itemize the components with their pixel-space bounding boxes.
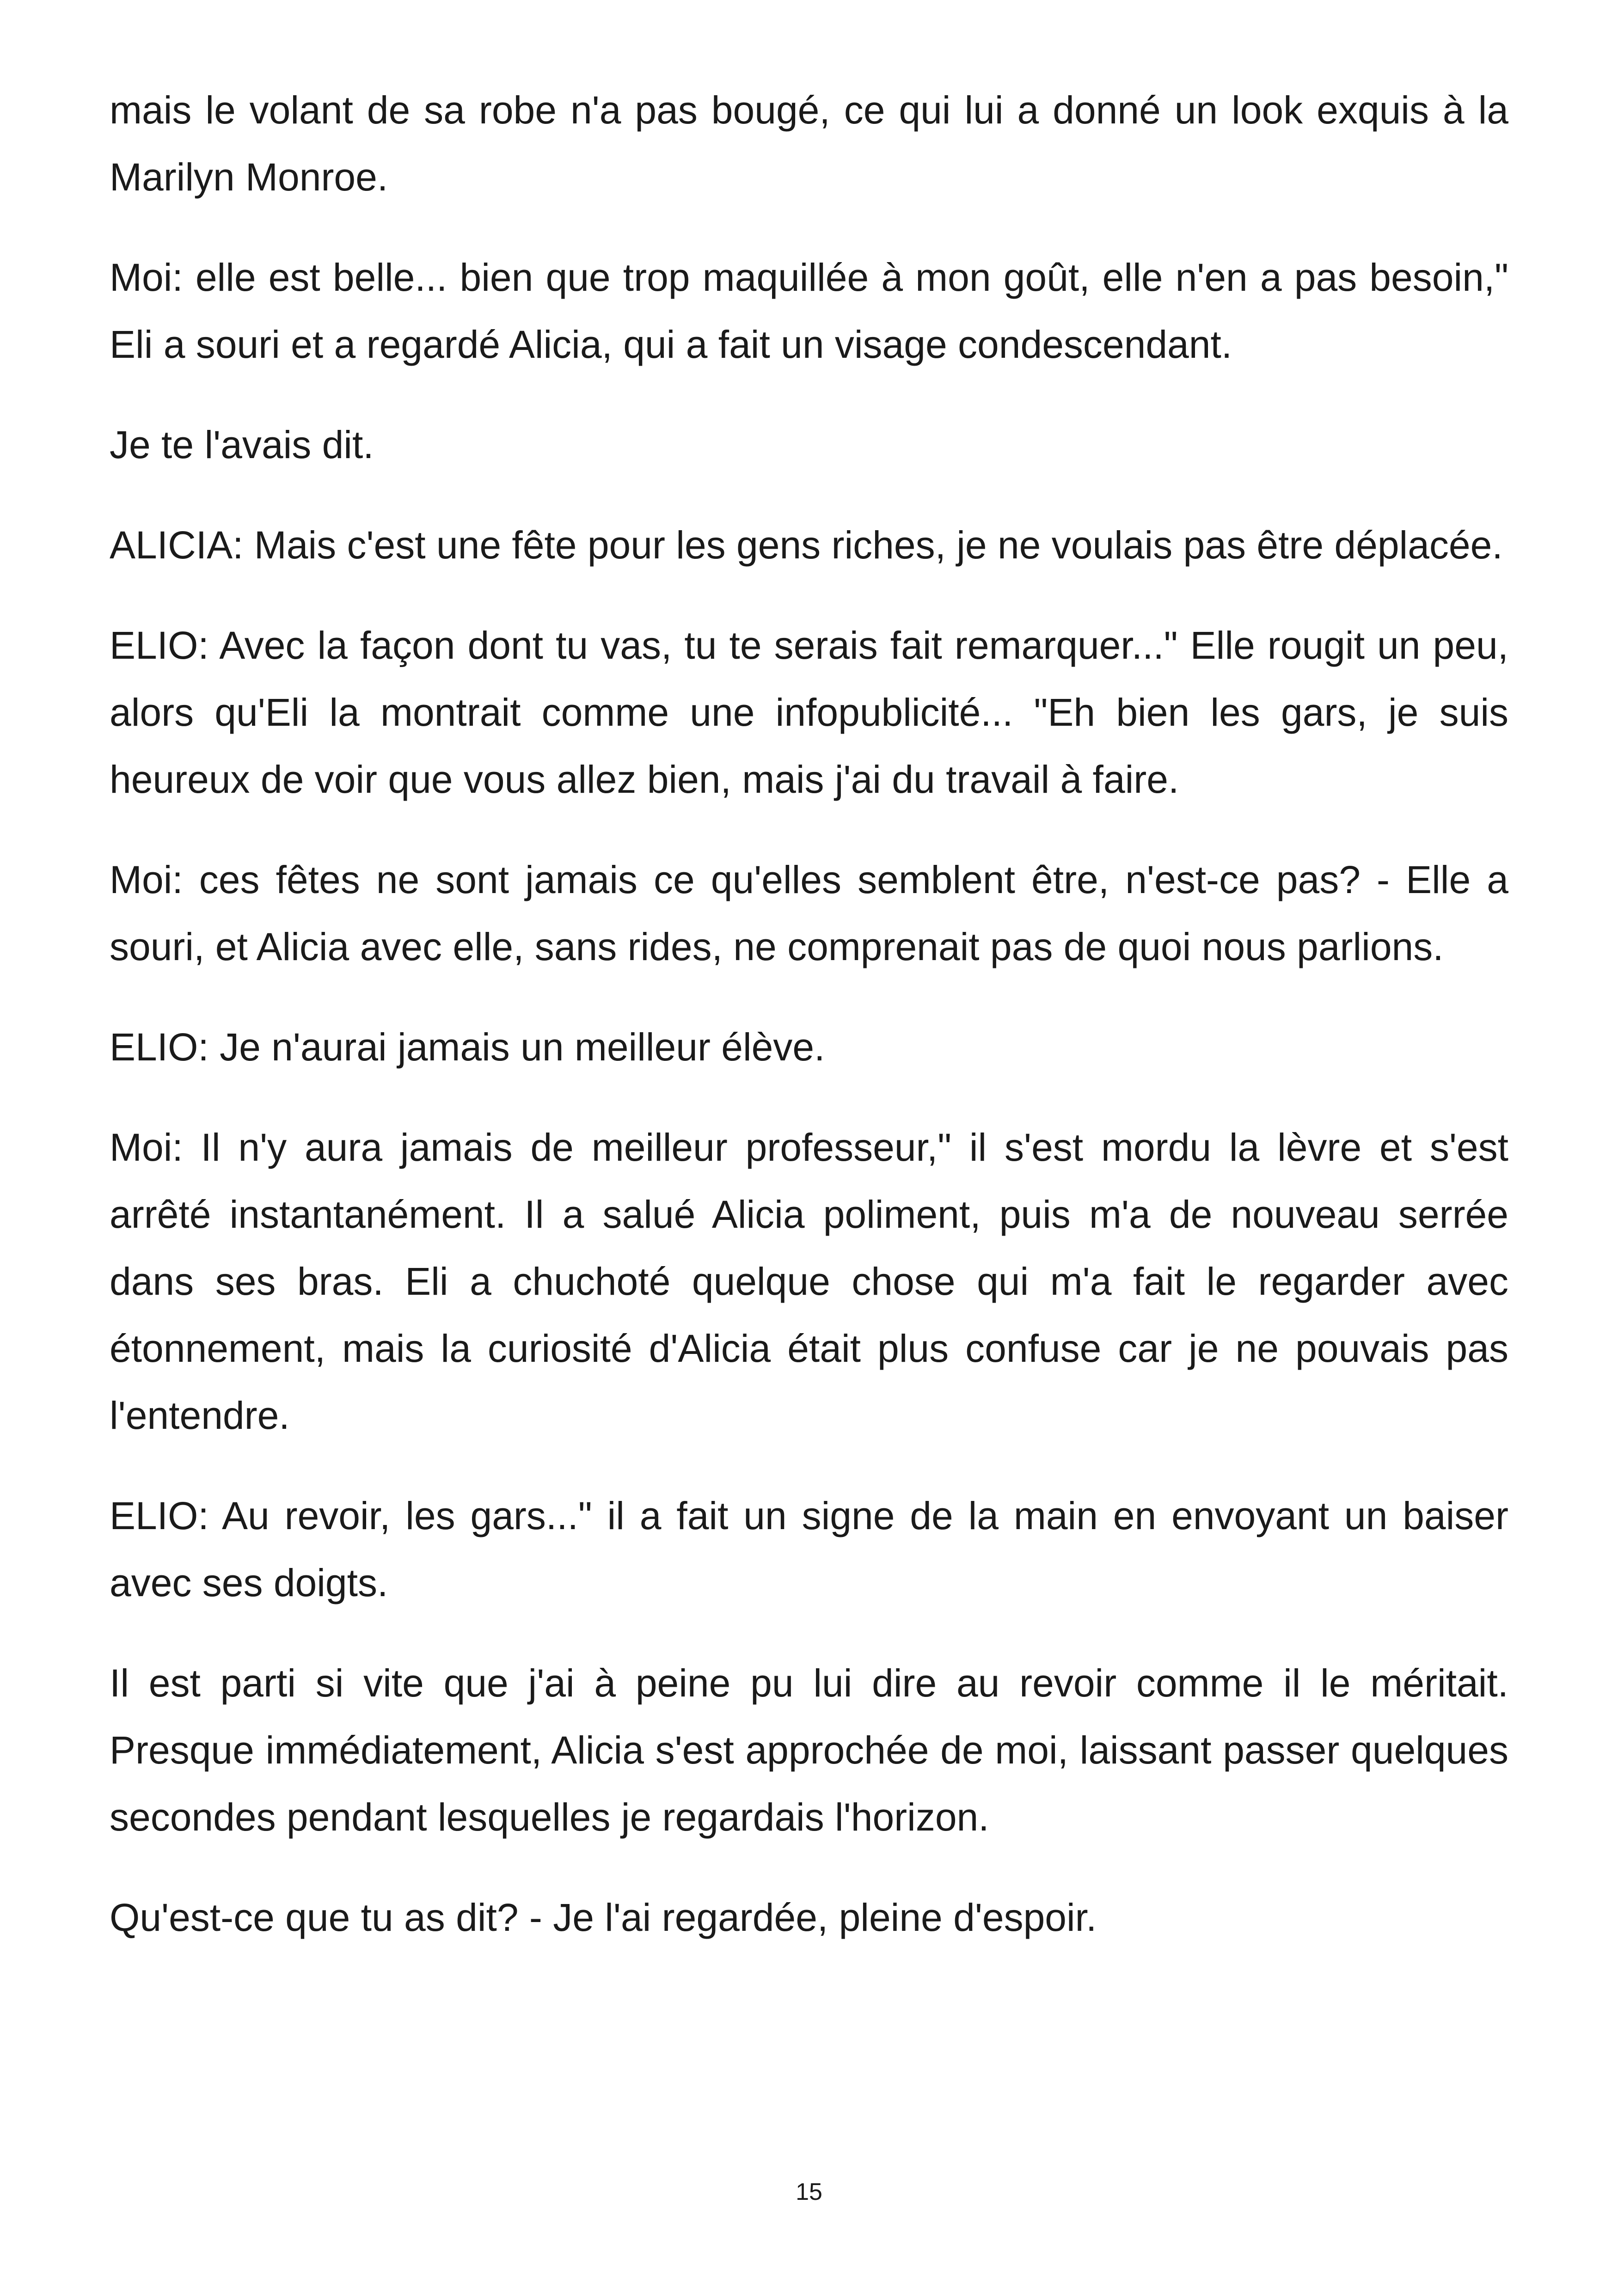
paragraph: Moi: ces fêtes ne sont jamais ce qu'elles semblent être, n'est-ce pas? - Elle a souri, et Alicia avec elle, sans rides, ne comprenait pas de quoi nous parlions. <box>110 858 1508 968</box>
paragraph: ELIO: Au revoir, les gars..." il a fait un signe de la main en envoyant un baiser avec ses doigts. <box>110 1494 1508 1604</box>
paragraph: Moi: elle est belle... bien que trop maquillée à mon goût, elle n'en a pas besoin," Eli a souri et a regardé Alicia, qui a fait un visage condescendant. <box>110 256 1508 366</box>
body-text <box>110 77 1508 1984</box>
paragraph: mais le volant de sa robe n'a pas bougé, ce qui lui a donné un look exquis à la Marilyn Monroe. <box>110 88 1508 199</box>
paragraph: Qu'est-ce que tu as dit? - Je l'ai regardée, pleine d'espoir. <box>110 1896 1097 1939</box>
page-number: 15 <box>796 2179 822 2205</box>
paragraph: ALICIA: Mais c'est une fête pour les gens riches, je ne voulais pas être déplacée. <box>110 523 1503 567</box>
paragraph: Moi: Il n'y aura jamais de meilleur professeur," il s'est mordu la lèvre et s'est arrêté instantanément. Il a salué Alicia poliment, puis m'a de nouveau serrée dans ses bras. Eli a chuchoté quelque chose qui m'a fait le regarder avec étonnement, mais la curiosité d'Alicia était plus confuse car je ne pouvais pas l'entendre. <box>110 1126 1508 1437</box>
paragraph: ELIO: Je n'aurai jamais un meilleur élève. <box>110 1025 825 1069</box>
paragraph: ELIO: Avec la façon dont tu vas, tu te serais fait remarquer..." Elle rougit un peu, alors qu'Eli la montrait comme une infopublicité... "Eh bien les gars, je suis heureux de voir que vous allez bien, mais j'ai du travail à faire. <box>110 624 1508 801</box>
paragraph: Je te l'avais dit. <box>110 423 374 466</box>
paragraph: Il est parti si vite que j'ai à peine pu lui dire au revoir comme il le méritait. Presque immédiatement, Alicia s'est approchée de moi, laissant passer quelques secondes pendant lesquelles je regardais l'horizon. <box>110 1661 1508 1839</box>
